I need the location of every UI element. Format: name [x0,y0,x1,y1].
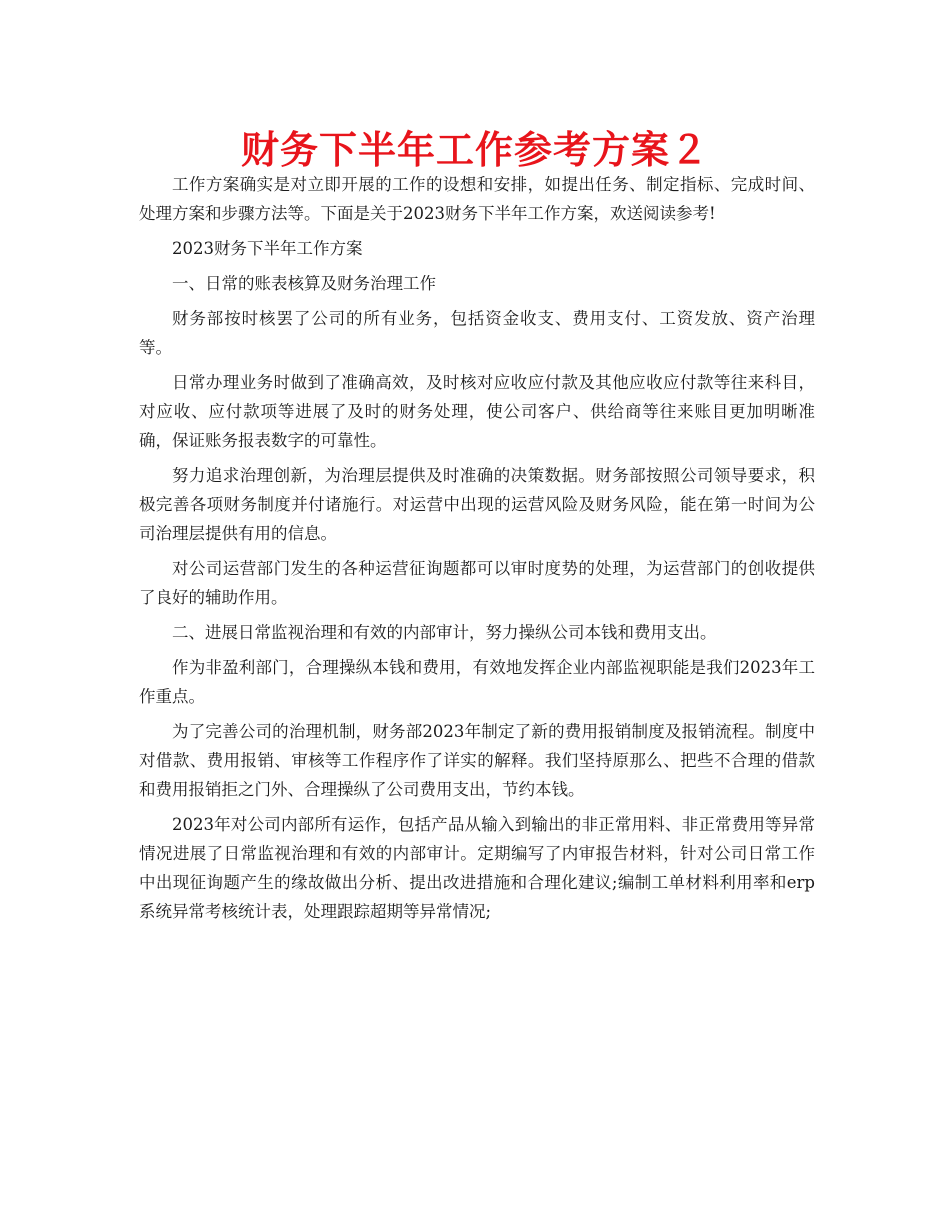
paragraph: 对公司运营部门发生的各种运营征询题都可以审时度势的处理，为运营部门的创收提供了良好的辅助作用。 [139,559,815,607]
document-body [139,170,815,932]
paragraph: 财务部按时核罢了公司的所有业务，包括资金收支、费用支付、工资发放、资产治理等。 [139,309,815,357]
paragraph-plan-heading: 2023财务下半年工作方案 [172,239,363,258]
paragraph: 日常办理业务时做到了准确高效，及时核对应收应付款及其他应收应付款等往来科目，对应收、应付款项等进展了及时的财务处理，使公司客户、供给商等往来账目更加明晰准确，保证账务报表数字的可靠性。 [139,373,815,450]
section-heading-2: 二、进展日常监视治理和有效的内部审计，努力操纵公司本钱和费用支出。 [172,623,717,642]
paragraph: 2023年对公司内部所有运作，包括产品从输入到输出的非正常用料、非正常费用等异常情况进展了日常监视治理和有效的内部审计。定期编写了内审报告材料，针对公司日常工作中出现征询题产生的缘故做出分析、提出改进措施和合理化建议;编制工单材料利用率和erp系统异常考核统计表，处理跟踪超期等异常情况; [139,815,815,921]
paragraph: 为了完善公司的治理机制，财务部2023年制定了新的费用报销制度及报销流程。制度中对借款、费用报销、审核等工作程序作了详实的解释。我们坚持原那么、把些不合理的借款和费用报销拒之门外、合理操纵了公司费用支出，节约本钱。 [139,722,815,799]
section-heading-1: 一、日常的账表核算及财务治理工作 [172,274,436,293]
paragraph-intro: 工作方案确实是对立即开展的工作的设想和安排，如提出任务、制定指标、完成时间、处理方案和步骤方法等。下面是关于2023财务下半年工作方案，欢送阅读参考! [139,175,815,223]
document-title: 财务下半年工作参考方案２ [240,128,709,172]
paragraph: 努力追求治理创新，为治理层提供及时准确的决策数据。财务部按照公司领导要求，积极完善各项财务制度并付诸施行。对运营中出现的运营风险及财务风险，能在第一时间为公司治理层提供有用的信息。 [139,466,815,543]
paragraph: 作为非盈利部门，合理操纵本钱和费用，有效地发挥企业内部监视职能是我们2023年工作重点。 [139,658,815,706]
